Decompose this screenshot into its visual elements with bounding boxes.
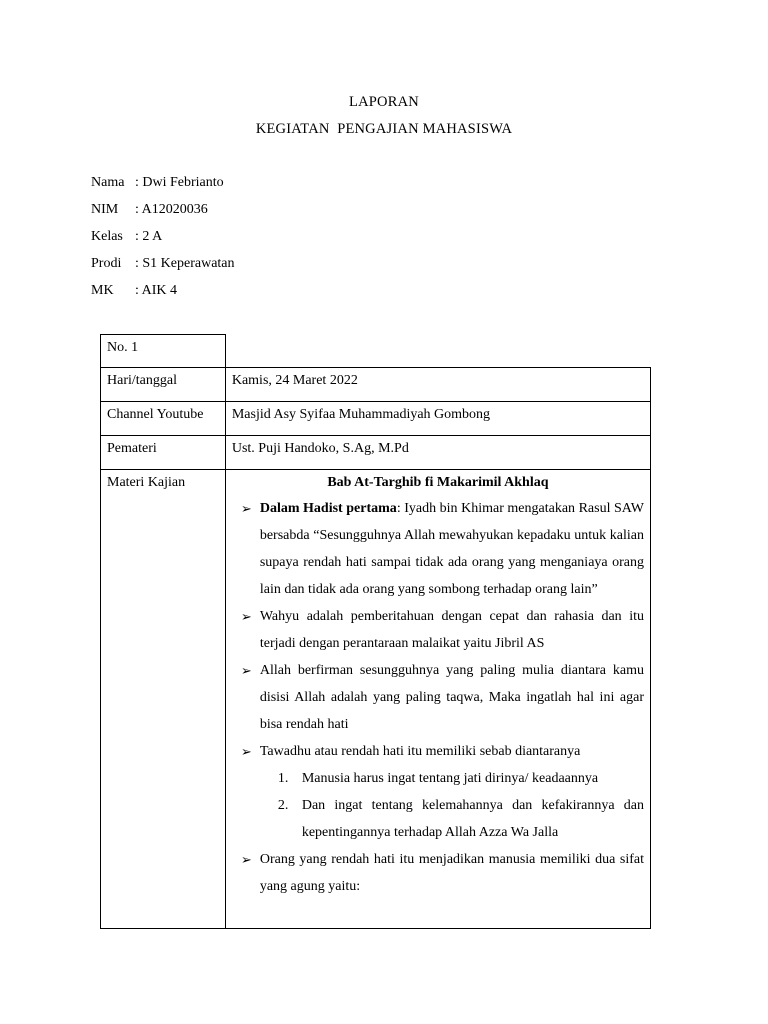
info-row-prodi (91, 255, 235, 282)
list-item (260, 765, 644, 792)
info-row-mk (91, 282, 235, 309)
arrow-bullet-icon: ➢ (240, 609, 252, 624)
row-label: Channel Youtube (101, 402, 226, 436)
list-item (232, 657, 644, 738)
info-value: : AIK 4 (135, 283, 177, 298)
bullet-text: Orang yang rendah hati itu menjadikan manusia memiliki dua sifat yang agung yaitu: (259, 852, 644, 894)
student-info (91, 174, 235, 309)
arrow-bullet-icon: ➢ (240, 501, 252, 516)
list-item (232, 738, 644, 846)
number-cell: No. 1 (101, 335, 226, 368)
row-value: Masjid Asy Syifaa Muhammadiyah Gombong (225, 402, 650, 436)
materi-title: Bab At-Targhib fi Makarimil Akhlaq (327, 475, 549, 490)
list-item (232, 495, 644, 603)
row-label: Materi Kajian (101, 470, 226, 929)
numbered-text: Manusia harus ingat tentang jati dirinya/ keadaannya (301, 771, 599, 786)
info-label: Nama (91, 175, 125, 190)
empty-cell (225, 335, 650, 368)
row-value: Kamis, 24 Maret 2022 (225, 368, 650, 402)
document-title: LAPORAN (349, 94, 419, 110)
table-row-number (101, 335, 651, 368)
list-item (232, 603, 644, 657)
info-value: : 2 A (135, 229, 163, 244)
list-item (260, 792, 644, 846)
document-subtitle: KEGIATAN PENGAJIAN MAHASISWA (255, 121, 513, 137)
arrow-bullet-icon: ➢ (240, 663, 252, 678)
table-row-materi (101, 470, 651, 929)
arrow-bullet-icon: ➢ (240, 852, 252, 867)
info-value: : A12020036 (135, 202, 208, 217)
info-label: Kelas (91, 229, 123, 244)
bullet-bold-text: Dalam Hadist pertama (259, 501, 397, 516)
info-label: Prodi (91, 256, 122, 271)
report-table (100, 334, 651, 929)
info-label: NIM (91, 202, 119, 217)
info-value: : S1 Keperawatan (135, 256, 235, 271)
info-row-nim (91, 201, 235, 228)
bullet-text: Wahyu adalah pemberitahuan dengan cepat dan rahasia dan itu terjadi dengan perantaraan malaikat yaitu Jibril AS (259, 609, 644, 651)
materi-content (225, 470, 650, 929)
info-value: : Dwi Febrianto (135, 175, 224, 190)
table-row (101, 436, 651, 470)
row-value: Ust. Puji Handoko, S.Ag, M.Pd (225, 436, 650, 470)
numbered-list (260, 765, 644, 846)
materi-bullet-list (232, 495, 644, 900)
table-row (101, 368, 651, 402)
info-row-nama (91, 174, 235, 201)
list-item (232, 846, 644, 900)
numbered-text: Dan ingat tentang kelemahannya dan kefakirannya dan kepentingannya terhadap Allah Azza Wa Jalla (301, 798, 644, 840)
info-row-kelas (91, 228, 235, 255)
bullet-text: Tawadhu atau rendah hati itu memiliki sebab diantaranya (259, 744, 581, 759)
table-row (101, 402, 651, 436)
info-label: MK (91, 283, 114, 298)
bullet-text: : Iyadh bin Khimar mengatakan Rasul SAW bersabda “Sesungguhnya Allah mewahyukan kepadaku untuk kalian supaya rendah hati sampai tidak ada orang yang menganiaya orang lain dan tidak ada orang yang sombong terhadap orang lain” (259, 501, 644, 597)
list-number: 1. (277, 771, 289, 786)
row-label: Hari/tanggal (101, 368, 226, 402)
arrow-bullet-icon: ➢ (240, 744, 252, 759)
bullet-text: Allah berfirman sesungguhnya yang paling mulia diantara kamu disisi Allah adalah yang paling taqwa, Maka ingatlah hal ini agar bisa rendah hati (259, 663, 644, 732)
row-label: Pemateri (101, 436, 226, 470)
list-number: 2. (277, 798, 289, 813)
